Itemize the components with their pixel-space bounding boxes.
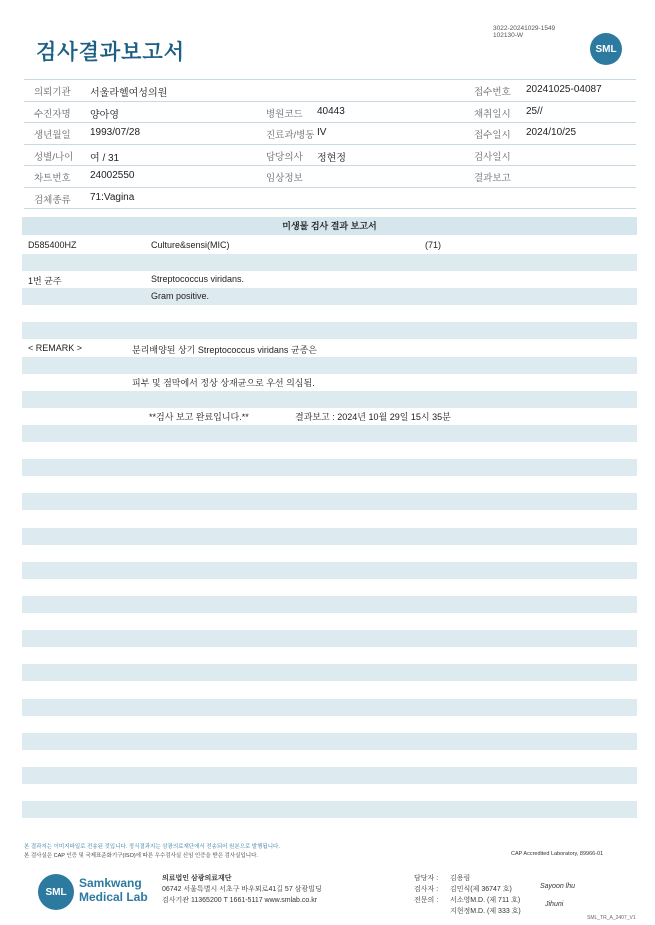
info-label: 채취일시: [474, 108, 511, 120]
sml-logo: SML: [590, 33, 622, 65]
info-value: 양아영: [90, 109, 119, 121]
report-stripe: [22, 630, 637, 647]
report-stripe: [22, 801, 637, 818]
footer-sml-logo: SML: [38, 874, 74, 910]
info-value: 24002550: [90, 170, 135, 181]
form-id: SML_TR_A_2407_V1: [587, 915, 636, 921]
info-value: 여 / 31: [90, 152, 120, 164]
organism: Streptococcus viridans.: [151, 274, 245, 284]
report-stripe: [22, 288, 637, 305]
info-value: 20241025-04087: [526, 84, 602, 95]
remark-line-1: 분리배양된 상기 Streptococcus viridans 균종은: [132, 345, 317, 355]
remark-line-2: 피부 및 점막에서 정상 상재균으로 우선 의심됨.: [132, 378, 315, 388]
document-id: 3022-20241029-1549 102130-W: [493, 25, 556, 39]
info-label: 의뢰기관: [34, 87, 71, 98]
report-stripe: [22, 357, 637, 374]
info-row: [24, 102, 636, 124]
report-stripe: [22, 699, 637, 716]
info-value: 서울라헬여성의원: [90, 88, 168, 99]
report-stripe: [22, 596, 637, 613]
lab-name-line-2: Medical Lab: [79, 890, 148, 904]
info-row: [24, 188, 636, 210]
info-label: 성별/나이: [34, 151, 74, 163]
report-stripe: [22, 767, 637, 784]
info-label: 병원코드: [266, 108, 303, 120]
org-contact: 검사기관 11365200 T 1661-5117 www.smlab.co.kr: [162, 897, 318, 904]
org-name: 의료법인 삼광의료재단: [162, 875, 232, 882]
info-value: 71:Vagina: [90, 191, 135, 203]
specialist-1: 서소영M.D. (제 711 호): [450, 897, 521, 904]
report-stripe: [22, 562, 637, 579]
info-value: 정현정: [317, 152, 346, 164]
report-stripe: [22, 254, 637, 271]
reporter-label: 담당자 :: [414, 875, 439, 882]
info-label: 담당의사: [266, 151, 303, 163]
cap-accreditation: CAP Accredited Laboratory, 89966-01: [511, 851, 604, 857]
info-label: 생년월일: [34, 130, 71, 141]
gram-stain: Gram positive.: [151, 291, 210, 301]
info-value: 40443: [317, 105, 345, 117]
signature-2: Jihuni: [545, 901, 564, 908]
remark-label: < REMARK >: [28, 343, 83, 353]
info-value: IV: [317, 127, 327, 138]
org-address: 06742 서울특별시 서초구 바우뫼로41길 57 삼광빌딩: [162, 886, 322, 893]
info-label: 임상정보: [266, 173, 303, 184]
info-value: 25//: [526, 105, 543, 117]
tester-label: 검사자 :: [414, 886, 439, 893]
footer-note-1: 본 결과지는 이미지파일로 전송된 것입니다. 정식결과지는 삼광의료재단에서 전송되어 원본으로 발행됩니다.: [24, 844, 280, 850]
report-title: 검사결과보고서: [36, 41, 186, 64]
info-label: 접수번호: [474, 87, 511, 98]
signature-1: Sayoon lhu: [540, 883, 576, 890]
test-name: Culture&sensi(MIC): [151, 240, 230, 250]
info-row: [24, 123, 636, 145]
patient-info-table: [24, 79, 636, 209]
info-label: 결과보고: [474, 173, 511, 184]
tester-name: 김민식(제 36747 호): [450, 886, 512, 893]
report-stripe: [22, 493, 637, 510]
info-value: 1993/07/28: [90, 127, 141, 138]
report-stripe: [22, 733, 637, 750]
info-row: [24, 79, 636, 102]
result-report: [22, 217, 637, 827]
reporter-name: 김용림: [450, 875, 471, 882]
report-stripe: [22, 322, 637, 339]
lab-name-line-1: Samkwang: [79, 876, 142, 890]
report-complete: **검사 보고 완료입니다.**: [149, 412, 249, 422]
report-stripe: [22, 391, 637, 408]
test-code: D585400HZ: [28, 240, 77, 250]
report-stripe: [22, 664, 637, 681]
info-label: 검사일시: [474, 151, 511, 163]
info-label: 접수일시: [474, 130, 511, 141]
report-stripe: [22, 528, 637, 545]
report-header: 미생물 검사 결과 보고서: [22, 217, 637, 235]
info-label: 진료과/병동: [266, 130, 315, 141]
info-value: 2024/10/25: [526, 127, 577, 138]
specialist-2: 지현정M.D. (제 333 호): [450, 908, 521, 915]
report-time: 결과보고 : 2024년 10월 29일 15시 35분: [295, 412, 451, 422]
info-label: 수진자명: [34, 108, 71, 120]
isolate-label: 1번 균주: [28, 276, 62, 286]
info-label: 검체종류: [34, 194, 71, 206]
info-row: [24, 166, 636, 188]
info-row: [24, 145, 636, 167]
report-stripe: [22, 459, 637, 476]
report-stripe: [22, 425, 637, 442]
test-number: (71): [425, 240, 442, 250]
specialist-label: 전문의 :: [414, 897, 439, 904]
footer-note-2: 본 검사실은 CAP 인증 및 국제표준화기구(ISO)에 따른 우수검사실 신임 인증을 받은 검사실입니다.: [24, 853, 258, 859]
info-label: 차트번호: [34, 173, 71, 184]
